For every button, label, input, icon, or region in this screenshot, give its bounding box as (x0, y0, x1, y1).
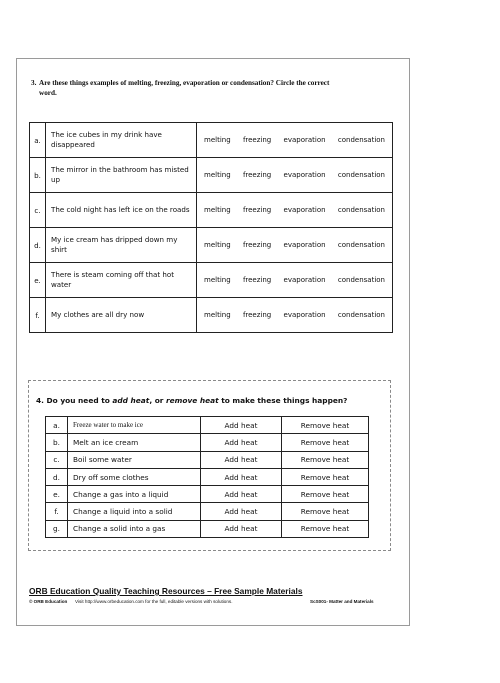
option-condensation[interactable]: condensation (337, 311, 385, 319)
row-letter: c. (46, 451, 68, 468)
option-freezing[interactable]: freezing (242, 206, 272, 214)
option-evaporation[interactable]: evaporation (283, 241, 326, 249)
row-options (197, 263, 393, 298)
table-row (46, 451, 369, 468)
row-description: The cold night has left ice on the roads (46, 193, 197, 228)
question-3-number: 3. (31, 79, 37, 87)
row-letter: b. (46, 434, 68, 451)
row-letter: a. (46, 417, 68, 434)
table-row (30, 228, 393, 263)
question-3-text-line2: word. (39, 89, 57, 97)
option-condensation[interactable]: condensation (337, 276, 385, 284)
option-condensation[interactable]: condensation (337, 136, 385, 144)
question-4-emphasis-remove: remove heat (166, 396, 219, 405)
row-letter: e. (46, 486, 68, 503)
row-description: There is steam coming off that hot water (46, 263, 197, 298)
footer-visit-text: Visit http://www.orbeducation.com for the full, editable versions with solutions. (75, 599, 233, 604)
footer-code: ScS001- Matter and Materials (310, 599, 374, 604)
table-row (46, 417, 369, 434)
option-evaporation[interactable]: evaporation (283, 276, 326, 284)
row-options (197, 123, 393, 158)
add-heat-option[interactable]: Add heat (201, 503, 282, 520)
option-freezing[interactable]: freezing (242, 171, 272, 179)
row-description: My clothes are all dry now (46, 298, 197, 333)
table-row (46, 486, 369, 503)
remove-heat-option[interactable]: Remove heat (282, 451, 369, 468)
question-4-number: 4. (36, 396, 44, 405)
option-evaporation[interactable]: evaporation (283, 206, 326, 214)
row-description: Change a solid into a gas (68, 520, 201, 537)
option-condensation[interactable]: condensation (337, 241, 385, 249)
row-letter: g. (46, 520, 68, 537)
row-description: The mirror in the bathroom has misted up (46, 158, 197, 193)
option-condensation[interactable]: condensation (337, 206, 385, 214)
row-options (197, 228, 393, 263)
row-options (197, 158, 393, 193)
row-description: The ice cubes in my drink have disappeared (46, 123, 197, 158)
remove-heat-option[interactable]: Remove heat (282, 503, 369, 520)
row-options (197, 298, 393, 333)
row-description: Change a liquid into a solid (68, 503, 201, 520)
option-evaporation[interactable]: evaporation (283, 311, 326, 319)
question-3-prompt (31, 78, 401, 98)
remove-heat-option[interactable]: Remove heat (282, 468, 369, 485)
table-row (46, 434, 369, 451)
table-row (30, 193, 393, 228)
option-melting[interactable]: melting (204, 276, 231, 284)
row-letter: c. (30, 193, 46, 228)
option-freezing[interactable]: freezing (242, 136, 272, 144)
table-row (30, 123, 393, 158)
question-4-text-part: Do you need to (46, 396, 113, 405)
row-options (197, 193, 393, 228)
table-row (30, 263, 393, 298)
table-row (46, 468, 369, 485)
row-letter: b. (30, 158, 46, 193)
option-melting[interactable]: melting (204, 241, 231, 249)
option-freezing[interactable]: freezing (242, 276, 272, 284)
row-description: Freeze water to make ice (68, 417, 201, 434)
row-description: Boil some water (68, 451, 201, 468)
remove-heat-option[interactable]: Remove heat (282, 520, 369, 537)
option-melting[interactable]: melting (204, 171, 231, 179)
footer-title[interactable]: ORB Education Quality Teaching Resources – Free Sample Materials (29, 586, 303, 596)
row-description: Dry off some clothes (68, 468, 201, 485)
option-freezing[interactable]: freezing (242, 311, 272, 319)
add-heat-option[interactable]: Add heat (201, 520, 282, 537)
option-condensation[interactable]: condensation (337, 171, 385, 179)
row-letter: f. (46, 503, 68, 520)
row-letter: f. (30, 298, 46, 333)
table-row (30, 158, 393, 193)
question-4-table (45, 416, 369, 538)
question-4-text-part: to make these things happen? (218, 396, 348, 405)
add-heat-option[interactable]: Add heat (201, 486, 282, 503)
question-3-table (29, 122, 393, 333)
question-4-emphasis-add: add heat (112, 396, 150, 405)
question-3-text-line1: Are these things examples of melting, freezing, evaporation or condensation? Circle the correct (39, 79, 330, 87)
question-4-text-part: , or (149, 396, 167, 405)
row-letter: a. (30, 123, 46, 158)
footer-copyright: © ORB Education (29, 599, 68, 604)
question-4-prompt (36, 396, 386, 405)
table-row (46, 503, 369, 520)
add-heat-option[interactable]: Add heat (201, 451, 282, 468)
row-letter: e. (30, 263, 46, 298)
row-description: My ice cream has dripped down my shirt (46, 228, 197, 263)
row-letter: d. (46, 468, 68, 485)
row-letter: d. (30, 228, 46, 263)
remove-heat-option[interactable]: Remove heat (282, 417, 369, 434)
add-heat-option[interactable]: Add heat (201, 468, 282, 485)
table-row (46, 520, 369, 537)
option-melting[interactable]: melting (204, 136, 231, 144)
row-description: Change a gas into a liquid (68, 486, 201, 503)
option-melting[interactable]: melting (204, 311, 231, 319)
option-evaporation[interactable]: evaporation (283, 171, 326, 179)
option-evaporation[interactable]: evaporation (283, 136, 326, 144)
remove-heat-option[interactable]: Remove heat (282, 434, 369, 451)
footer-copyright-line (29, 599, 233, 604)
option-freezing[interactable]: freezing (242, 241, 272, 249)
add-heat-option[interactable]: Add heat (201, 417, 282, 434)
remove-heat-option[interactable]: Remove heat (282, 486, 369, 503)
add-heat-option[interactable]: Add heat (201, 434, 282, 451)
option-melting[interactable]: melting (204, 206, 231, 214)
table-row (30, 298, 393, 333)
row-description: Melt an ice cream (68, 434, 201, 451)
